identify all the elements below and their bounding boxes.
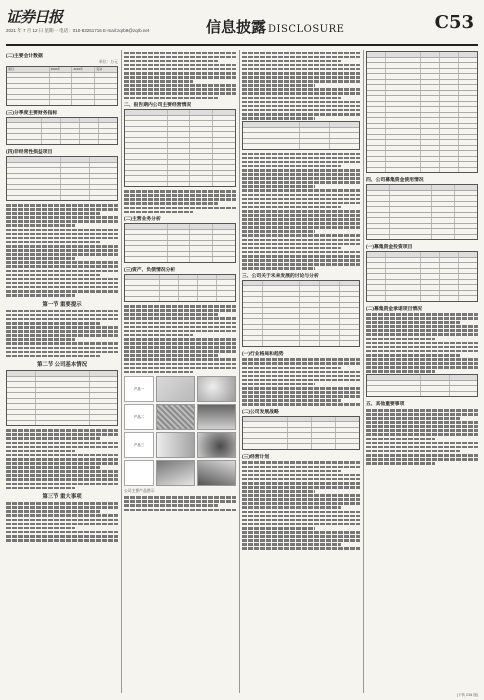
photo-row-label	[124, 460, 154, 486]
body-text	[124, 52, 236, 100]
photo-row-label: 产品一	[124, 376, 154, 402]
page-number: C53	[434, 12, 474, 33]
table-row	[367, 392, 477, 397]
section-title	[206, 16, 344, 37]
fund-usage-table	[366, 184, 478, 240]
table-row	[243, 144, 359, 149]
body-text	[124, 190, 236, 213]
strategy-table	[242, 416, 360, 450]
body-text	[366, 409, 478, 465]
table-header-cell: 变动	[96, 67, 103, 71]
table-row	[125, 182, 235, 187]
table-row	[125, 257, 235, 262]
section-title-en: DISCLOSURE	[268, 24, 345, 35]
product-photo	[156, 376, 195, 402]
body-text	[242, 153, 360, 270]
indicator-table	[242, 121, 360, 150]
body-text	[6, 310, 118, 358]
column-divider	[239, 50, 240, 693]
table-row	[243, 444, 359, 449]
table-row	[7, 100, 117, 105]
section-heading: 四、公司募集资金使用情况	[366, 178, 424, 183]
product-photo	[197, 404, 236, 430]
product-photo	[156, 460, 195, 486]
photo-caption: 公司主要产品图示	[124, 489, 155, 494]
section-heading: 三、公司关于未来发展的讨论与分析	[242, 273, 319, 279]
company-info-table	[6, 370, 118, 426]
table-row	[125, 297, 235, 302]
quarterly-table	[6, 117, 118, 146]
unit-label: 单位：万元	[99, 60, 118, 64]
assets-table	[124, 274, 236, 303]
section-heading: (二)公司发展战略	[242, 409, 279, 415]
operating-table	[124, 109, 236, 187]
section-heading: (三)资产、负债情况分析	[124, 267, 176, 273]
product-photo-grid	[124, 376, 236, 486]
section-heading: (三)经营计划	[242, 454, 270, 460]
product-photo	[197, 376, 236, 402]
table-header-cell: 项目	[7, 67, 50, 72]
section-heading: (一)募集资金投资项目	[366, 245, 413, 250]
body-text	[242, 461, 360, 550]
commitment-table	[366, 374, 478, 397]
column-3	[242, 50, 360, 693]
body-text	[366, 313, 478, 373]
table-header-cell: 2019年	[72, 67, 95, 72]
product-photo	[156, 432, 195, 458]
section-heading: (四)非经常性损益项目	[6, 150, 53, 155]
financial-table	[6, 66, 118, 106]
column-divider	[363, 50, 364, 693]
subsidiary-table	[242, 280, 360, 347]
continued-note: (下转 C54 版)	[456, 693, 478, 697]
section-heading: 第三节 重大事项	[42, 494, 82, 501]
section-heading: (二)募集资金承诺项目情况	[366, 306, 422, 312]
table-row	[243, 341, 359, 346]
table-row	[367, 296, 477, 301]
section-heading: (三)分季度主要财务指标	[6, 110, 58, 116]
section-heading: 第二节 公司基本情况	[36, 362, 87, 369]
masthead	[6, 6, 478, 46]
table-row	[7, 140, 117, 145]
body-text	[6, 204, 118, 297]
section-heading: (二)主营业务分析	[124, 217, 161, 223]
body-text	[242, 52, 360, 120]
section-heading: 第一节 重要提示	[42, 301, 82, 308]
table-header-cell: 2020年	[50, 67, 73, 72]
section-heading: 五、其他重要事项	[366, 402, 405, 408]
column-2	[124, 50, 236, 693]
section-title-cn: 信息披露	[206, 18, 267, 36]
table-row	[367, 235, 477, 240]
photo-row-label: 产品三	[124, 432, 154, 458]
nonrecurring-table	[6, 156, 118, 201]
body-text	[124, 305, 236, 373]
dateline: 2021 年 7 月 12 日 星期一 电话：010-83251716 E-mail:zqrb9@zqrb.net	[6, 28, 150, 33]
investment-table	[366, 251, 478, 302]
table-row	[7, 421, 117, 426]
table-row	[367, 168, 477, 173]
project-table	[366, 51, 478, 173]
photo-row-label: 产品二	[124, 404, 154, 430]
product-photo	[197, 460, 236, 486]
body-text	[6, 502, 118, 541]
section-heading: (一)行业格局和趋势	[242, 351, 284, 357]
column-1	[6, 50, 118, 693]
newspaper-logo: 证券日报	[6, 8, 63, 26]
column-divider	[121, 50, 122, 693]
body-text	[124, 496, 236, 511]
revenue-table	[124, 223, 236, 263]
table-row	[7, 196, 117, 201]
body-text	[6, 429, 118, 489]
section-heading: 二、报告期内公司主要经营情况	[124, 103, 192, 109]
body-text	[242, 358, 360, 406]
column-4	[366, 50, 478, 693]
product-photo	[197, 432, 236, 458]
product-photo	[156, 404, 195, 430]
section-heading: (二)主要会计数据	[6, 54, 43, 59]
